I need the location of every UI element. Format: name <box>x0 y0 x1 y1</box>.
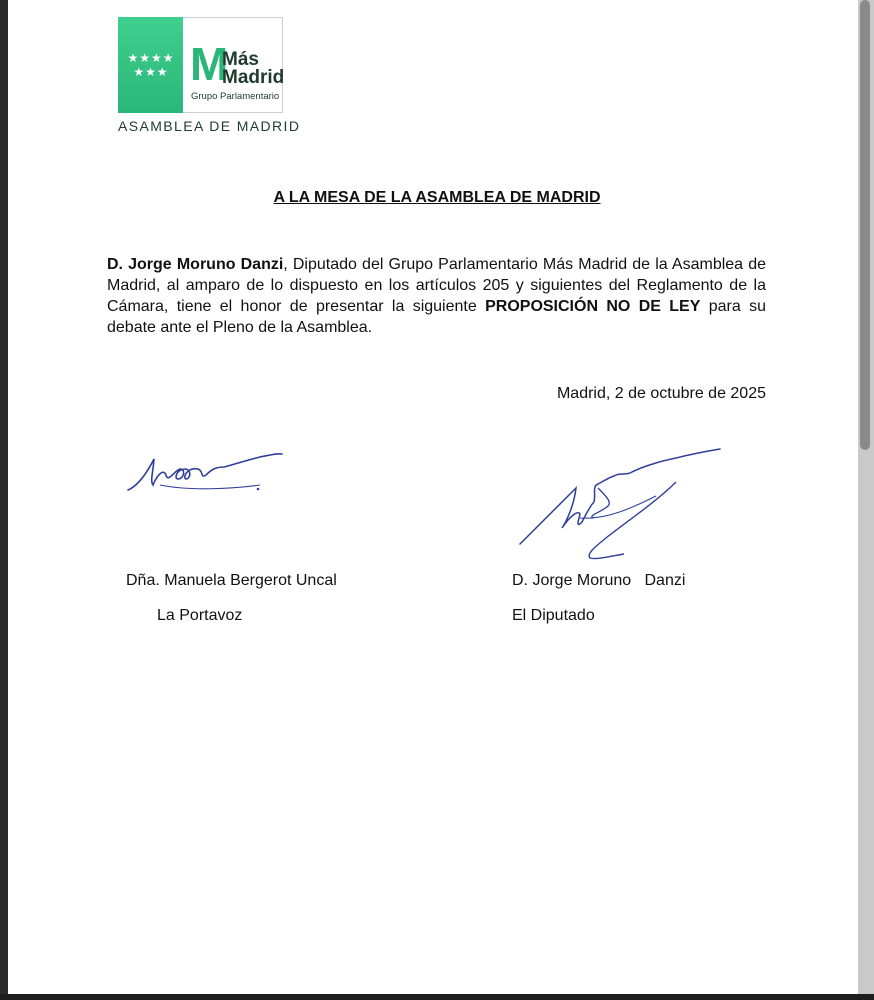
author-name: D. Jorge Moruno Danzi <box>107 256 284 273</box>
logo-brand-bottom: Madrid <box>222 67 285 88</box>
institution-label: ASAMBLEA DE MADRID <box>118 118 301 134</box>
body-text-2: para su debate ante el Pleno de la Asamblea. <box>107 298 767 336</box>
scrollbar-thumb[interactable] <box>860 0 870 450</box>
logo-group-label: Grupo Parlamentario <box>191 91 280 102</box>
signatory-name-portavoz: Dña. Manuela Bergerot Uncal <box>126 572 337 589</box>
signatory-role-portavoz: La Portavoz <box>157 607 243 624</box>
logo-brand-top: Más <box>222 49 259 70</box>
signature-portavoz <box>120 445 290 505</box>
document-date: Madrid, 2 de octubre de 2025 <box>556 385 766 402</box>
window-bottom-edge <box>0 994 874 1000</box>
signatory-role-diputado: El Diputado <box>512 607 595 624</box>
document-heading: A LA MESA DE LA ASAMBLEA DE MADRID <box>273 189 601 206</box>
signature-diputado <box>516 446 726 564</box>
body-text-1: , Diputado del Grupo Parlamentario Más Madrid de la Asamblea de Madrid, al amparo de lo dispuesto en los artículos 205 y siguientes del Reglamento de la Cámara, tiene el honor de presentar la siguiente <box>107 256 766 315</box>
mas-madrid-logo <box>118 17 284 113</box>
body-paragraph <box>107 254 766 338</box>
signatory-name-diputado: D. Jorge Moruno Danzi <box>512 572 686 589</box>
proposal-type: PROPOSICIÓN NO DE LEY <box>485 298 701 315</box>
logo-green-panel <box>118 17 183 113</box>
madrid-stars-icon: ★★★★ ★★★ <box>127 51 175 79</box>
logo-m-icon: M <box>190 38 229 90</box>
